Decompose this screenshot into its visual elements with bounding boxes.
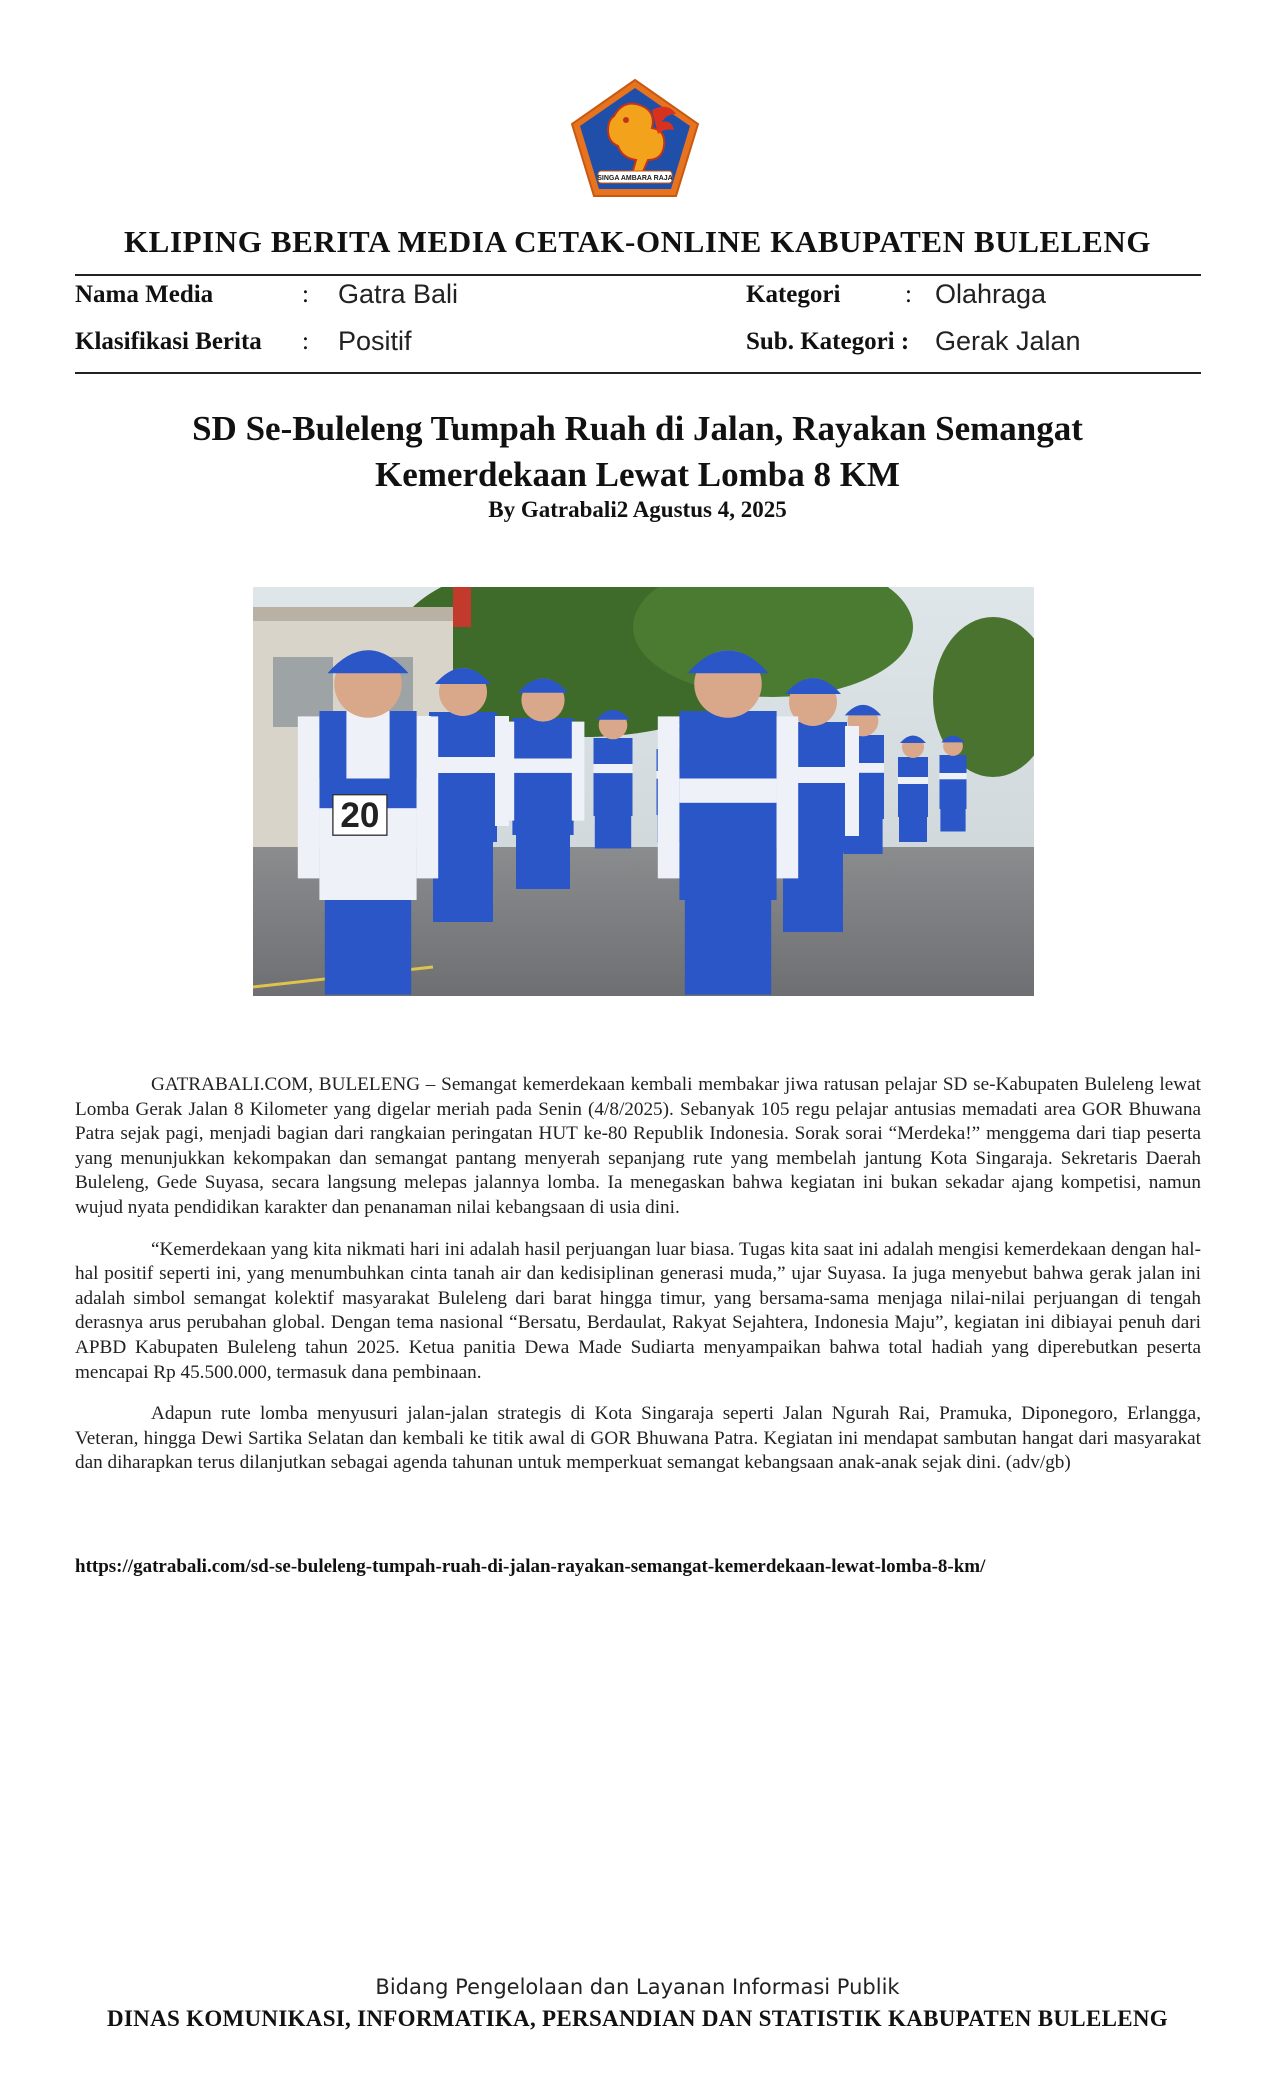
- article-paragraph-3: Adapun rute lomba menyusuri jalan-jalan strategis di Kota Singaraja seperti Jalan Ngurah Rai, Pramuka, Diponegoro, Erlangga, Veteran, hingga Dewi Sartika Selatan dan kembali ke titik awal di GOR Bhuwana Patra. Kegiatan ini mendapat sambutan hangat dari masyarakat dan diharapkan terus dilanjutkan sebagai agenda tahunan untuk memperkuat semangat kebangsaan anak-anak sejak dini. (adv/gb): [75, 1403, 1201, 1474]
- kabupaten-buleleng-logo: [568, 76, 702, 200]
- media-name-label: Nama Media: [75, 281, 214, 308]
- media-name-value: Gatra Bali: [338, 279, 459, 309]
- article-byline: By Gatrabali2 Agustus 4, 2025: [488, 497, 787, 522]
- article-paragraph-1: GATRABALI.COM, BULELENG – Semangat kemerdekaan kembali membakar jiwa ratusan pelajar SD se-Kabupaten Buleleng lewat Lomba Gerak Jalan 8 Kilometer yang digelar meriah pada Senin (4/8/2025). Sebanyak 105 regu pelajar antusias memadati area GOR Bhuwana Patra sejak pagi, menjadi bagian dari rangkaian peringatan HUT ke-80 Republik Indonesia. Sorak sorai “Merdeka!” menggema dari tiap peserta yang menunjukkan kekompakan dan semangat pantang menyerah sepanjang rute yang membelah jantung Kota Singaraja. Sekretaris Daerah Buleleng, Gede Suyasa, secara langsung melepas jalannya lomba. Ia menegaskan bahwa kegiatan ini bukan sekadar ajang kompetisi, namun wujud nyata pendidikan karakter dan penanaman nilai kebangsaan di usia dini.: [75, 1074, 1201, 1218]
- photo-bib-number: 20: [340, 796, 380, 836]
- classification-value: Positif: [338, 326, 412, 356]
- document-title: KLIPING BERITA MEDIA CETAK-ONLINE KABUPATEN BULELENG: [123, 224, 1152, 259]
- article-headline: [0, 406, 1275, 498]
- media-name-colon: :: [302, 281, 309, 308]
- classification-colon: :: [302, 328, 309, 355]
- footer-agency: DINAS KOMUNIKASI, INFORMATIKA, PERSANDIAN DAN STATISTIK KABUPATEN BULELENG: [107, 2006, 1168, 2031]
- article-paragraph-2: “Kemerdekaan yang kita nikmati hari ini adalah hasil perjuangan luar biasa. Tugas kita saat ini adalah mengisi kemerdekaan dengan hal-hal positif seperti ini, yang menumbuhkan cinta tanah air dan kedisiplinan generasi muda,” ujar Suyasa. Ia juga menyebut bahwa gerak jalan ini adalah simbol semangat kolektif masyarakat Buleleng dari barat hingga timur, yang bersama-sama menjaga nilai-nilai perjuangan di tengah derasnya arus perubahan global. Dengan tema nasional “Bersatu, Berdaulat, Rakyat Sejahtera, Indonesia Maju”, kegiatan ini dibiayai penuh dari APBD Kabupaten Buleleng tahun 2025. Ketua panitia Dewa Made Sudiarta menyampaikan bahwa total hadiah yang diperebutkan peserta mencapai Rp 45.500.000, termasuk dana pembinaan.: [75, 1238, 1201, 1383]
- source-url-link[interactable]: https://gatrabali.com/sd-se-buleleng-tumpah-ruah-di-jalan-rayakan-semangat-kemerdekaan-lewat-lomba-8-km/: [75, 1556, 986, 1577]
- sub-category-value: Gerak Jalan: [935, 326, 1081, 356]
- classification-label: Klasifikasi Berita: [75, 328, 262, 355]
- sub-category-label: Sub. Kategori :: [746, 328, 910, 355]
- footer-department: Bidang Pengelolaan dan Layanan Informasi Publik: [375, 1975, 900, 1999]
- category-colon: :: [905, 281, 912, 308]
- headline-line-1: SD Se-Buleleng Tumpah Ruah di Jalan, Rayakan Semangat: [192, 409, 1083, 448]
- article-body: [75, 1073, 1201, 1493]
- article-photo: [253, 587, 1034, 996]
- header-rule-bottom: [75, 372, 1201, 374]
- category-label: Kategori: [746, 281, 841, 308]
- header-rule-top: [75, 274, 1201, 276]
- logo-motto-text: SINGA AMBARA RAJA: [597, 175, 673, 182]
- category-value: Olahraga: [935, 279, 1047, 309]
- headline-line-2: Kemerdekaan Lewat Lomba 8 KM: [375, 455, 900, 494]
